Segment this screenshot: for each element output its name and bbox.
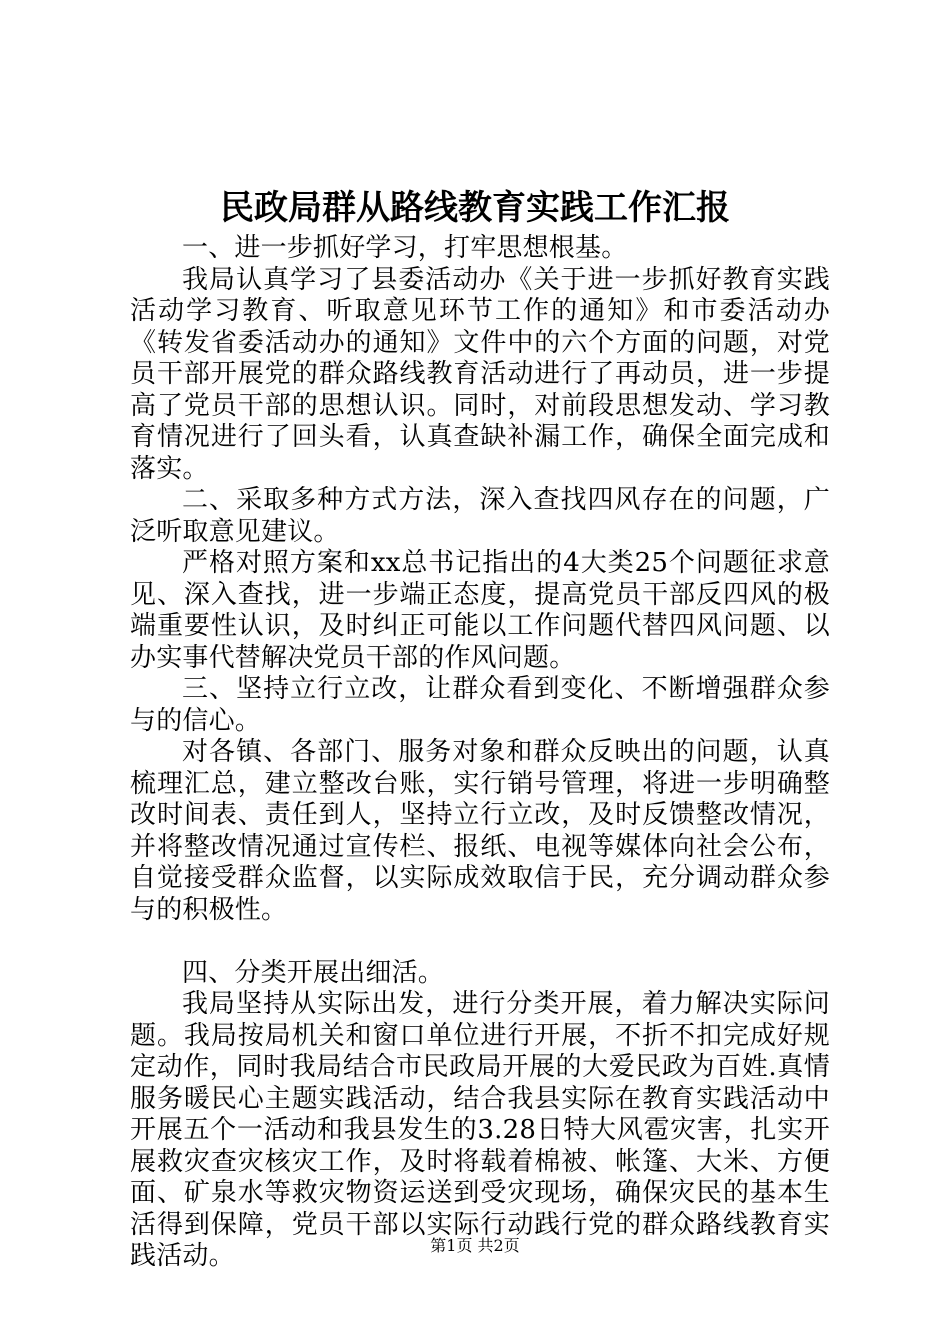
body-paragraph: 严格对照方案和xx总书记指出的4大类25个问题征求意见、深入查找，进一步端正态度，提高党员干部反四风的极端重要性认识，及时纠正可能以工作问题代替四风问题、以办实事代替解决党员干部的作风问题。: [130, 548, 830, 673]
body-paragraph: 对各镇、各部门、服务对象和群众反映出的问题，认真梳理汇总，建立整改台账，实行销号管理，将进一步明确整改时间表、责任到人，坚持立行立改，及时反馈整改情况，并将整改情况通过宣传栏、报纸、电视等媒体向社会公布，自觉接受群众监督，以实际成效取信于民，充分调动群众参与的积极性。: [130, 737, 830, 925]
page-footer: 第1页 共2页: [430, 1236, 520, 1255]
body-paragraph: 我局认真学习了县委活动办《关于进一步抓好教育实践活动学习教育、听取意见环节工作的通知》和市委活动办《转发省委活动办的通知》文件中的六个方面的问题，对党员干部开展党的群众路线教育活动进行了再动员，进一步提高了党员干部的思想认识。同时，对前段思想发动、学习教育情况进行了回头看，认真查缺补漏工作，确保全面完成和落实。: [130, 264, 830, 484]
document-body: [130, 233, 830, 1273]
section-heading-4: 四、分类开展出细活。: [182, 957, 445, 988]
body-paragraph: 我局坚持从实际出发，进行分类开展，着力解决实际问题。我局按局机关和窗口单位进行开展，不折不扣完成好规定动作，同时我局结合市民政局开展的大爱民政为百姓.真情服务暖民心主题实践活动，结合我县实际在教育实践活动中开展五个一活动和我县发生的3.28日特大风雹灾害，扎实开展救灾查灾核灾工作，及时将载着棉被、帐篷、大米、方便面、矿泉水等救灾物资运送到受灾现场，确保灾民的基本生活得到保障，党员干部以实际行动践行党的群众路线教育实践活动。: [130, 989, 830, 1271]
document-title: 民政局群从路线教育实践工作汇报: [220, 188, 730, 228]
paragraph-gap: [130, 926, 830, 958]
section-heading-2: 二、采取多种方式方法，深入查找四风存在的问题，广泛听取意见建议。: [130, 485, 830, 547]
section-heading-3: 三、坚持立行立改，让群众看到变化、不断增强群众参与的信心。: [130, 674, 830, 736]
section-heading-1: 一、进一步抓好学习，打牢思想根基。: [182, 233, 628, 263]
